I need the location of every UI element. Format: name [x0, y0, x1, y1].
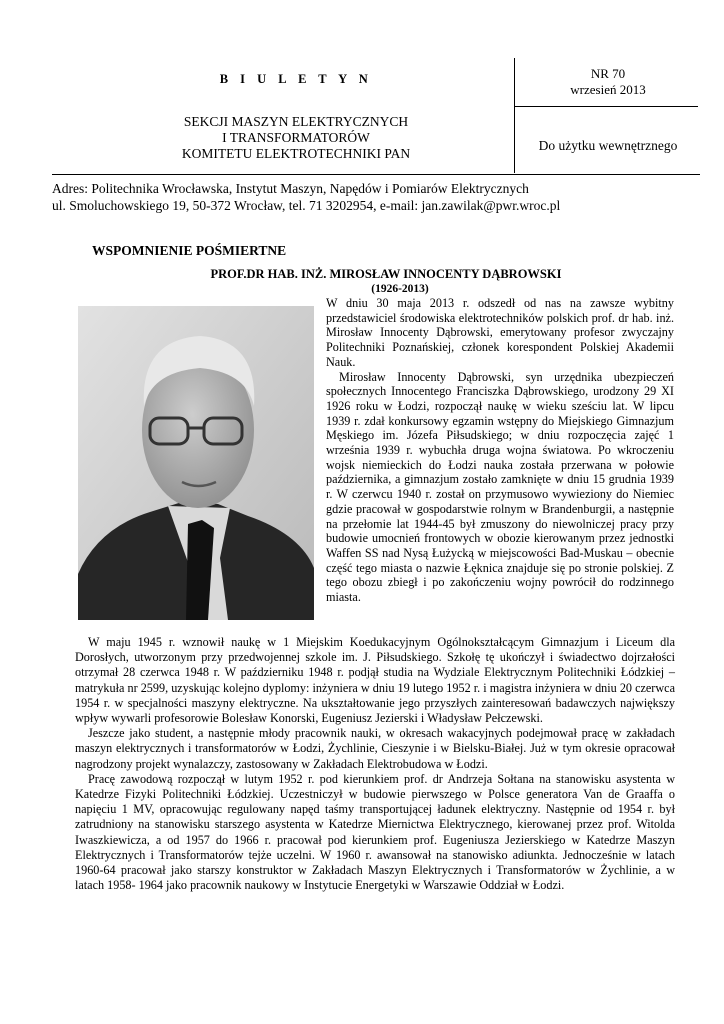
person-name: PROF.DR HAB. INŻ. MIROSŁAW INNOCENTY DĄBROWSKI [210, 267, 562, 281]
publisher-line: I TRANSFORMATORÓW [222, 130, 370, 145]
portrait-illustration [78, 306, 314, 620]
issue-box [518, 66, 698, 98]
publisher-name [80, 114, 512, 162]
paragraph: Jeszcze jako student, a następnie młody pracownik nauki, w okresach wakacyjnych podejmował pracę w zakładach maszyn elektrycznych i transformatorów w Łodzi, Żychlinie, Cieszynie i w Bielsku-Białej. Już w tym okresie opracował nagrodzony projekt wynalazczy, zastosowany w Zakładach Elektrobudowa w Łodzi. [75, 726, 675, 771]
publisher-line: KOMITETU ELEKTROTECHNIKI PAN [181, 146, 411, 161]
bulletin-masthead [80, 62, 512, 162]
address-divider [52, 174, 700, 175]
section-title: WSPOMNIENIE POŚMIERTNE [92, 243, 287, 258]
address-line: ul. Smoluchowskiego 19, 50-372 Wrocław, tel. 71 3202954, e-mail: jan.zawilak@pwr.wroc.pl [52, 198, 561, 213]
bulletin-title: B I U L E T Y N [219, 72, 373, 86]
paragraph: Mirosław Innocenty Dąbrowski, syn urzędnika ubezpieczeń społecznych Innocentego Franciszka Dąbrowskiego, urodzony 29 XI 1926 roku w Łodzi, rozpoczął naukę w wieku sześciu lat. W lipcu 1939 r. zdał konkursowy egzamin wstępny do Miejskiego Gimnazjum Męskiego im. Józefa Piłsudskiego; w dniu rozpoczęcia zajęć 1 września 1939 r. wybuchła druga wojna światowa. Po wkroczeniu wojsk niemieckich do Łodzi nauka została przerwana w połowie października, a gimnazjum zostało zamknięte w dniu 15 grudnia 1939 r. W czerwcu 1940 r. został on przymusowo wywieziony do Niemiec gdzie pracował w gospodarstwie rolnym w Brandenburgii, a następnie na przełomie lat 1944-45 był zmuszony do niewolniczej pracy przy budowie umocnień frontowych w obozie kierowanym przez jednostki Waffen SS nad Nysą Łużycką w miejscowości Bad-Muskau – obecnie część tego miasta o nazwie Łęknica znajduje się po stronie polskiej. Z tego obozu zbiegł i po zakończeniu wojny powrócił do rodzinnego miasta. [326, 369, 674, 605]
issue-number: NR 70 [590, 66, 626, 81]
paragraph: W maju 1945 r. wznowił naukę w 1 Miejskim Koedukacyjnym Ogólnokształcącym Gimnazjum i Liceum dla Dorosłych, utworzonym przy przedwojennej szkole im. J. Piłsudskiego. Szkołę tę ukończył i świadectwo dojrzałości otrzymał 28 czerwca 1948 r. W październiku 1948 r. podjął studia na Wydziale Elektrycznym Politechniki Łódzkiej – matrykuła nr 2599, uzyskując kolejno dyplomy: inżyniera w dniu 19 lutego 1952 r. i magistra inżyniera w dniu 20 czerwca 1954 r. w specjalności maszyny elektryczne. Na ukształtowanie jego przyszłych zainteresowań badawczych największy wpływ wywarli profesorowie Bolesław Konorski, Eugeniusz Jezierski i Władysław Pełczewski. [75, 635, 675, 726]
publisher-line: SEKCJI MASZYN ELEKTRYCZNYCH [183, 114, 409, 129]
paragraph: W dniu 30 maja 2013 r. odszedł od nas na zawsze wybitny przedstawiciel środowiska elektrotechników polskich prof. dr hab. inż. Mirosław Innocenty Dąbrowski, emerytowany profesor zwyczajny Politechniki Poznańskiej, członek korespondent Polskiej Akademii Nauk. [326, 296, 674, 369]
paragraph: Pracę zawodową rozpoczął w lutym 1952 r. pod kierunkiem prof. dr Andrzeja Sołtana na stanowisku asystenta w Katedrze Fizyki Politechniki Łódzkiej. Uczestniczył w budowie pierwszego w Polsce generatora Van de Graaffa o napięciu 1 MV, opracowując regulowany napęd taśmy transportującej ładunek elektryczny. Następnie od 1954 r. był zatrudniony na stanowisku starszego asystenta w Katedrze Miernictwa Elektrycznego, kierowanej przez prof. Witolda Iwaszkiewicza, a od 1957 do 1966 r. pracował pod kierunkiem prof. Eugeniusza Jezierskiego w Katedrze Maszyn Elektrycznych i Transformatorów tejże uczelni. W 1960 r. awansował na stanowisko adiunkta. Jednocześnie w latach 1960-64 pracował jako starszy konstruktor w Zakładach Maszyn Elektrycznych i Transformatorów w Żychlinie, a w latach 1958- 1964 jako pracownik naukowy w Instytucie Energetyki w Warszawie Oddział w Łodzi. [75, 771, 675, 893]
address-line: Adres: Politechnika Wrocławska, Instytut Maszyn, Napędów i Pomiarów Elektrycznych [52, 181, 529, 196]
header-vertical-divider [514, 58, 515, 173]
portrait-photo [78, 306, 314, 620]
address-block [52, 180, 700, 214]
issue-date: wrzesień 2013 [570, 82, 646, 97]
life-years: (1926-2013) [371, 283, 429, 295]
article-body-text [75, 635, 675, 893]
article-column-text [326, 296, 674, 605]
header-horizontal-divider [514, 106, 698, 107]
usage-note: Do użytku wewnętrznego [538, 138, 678, 153]
